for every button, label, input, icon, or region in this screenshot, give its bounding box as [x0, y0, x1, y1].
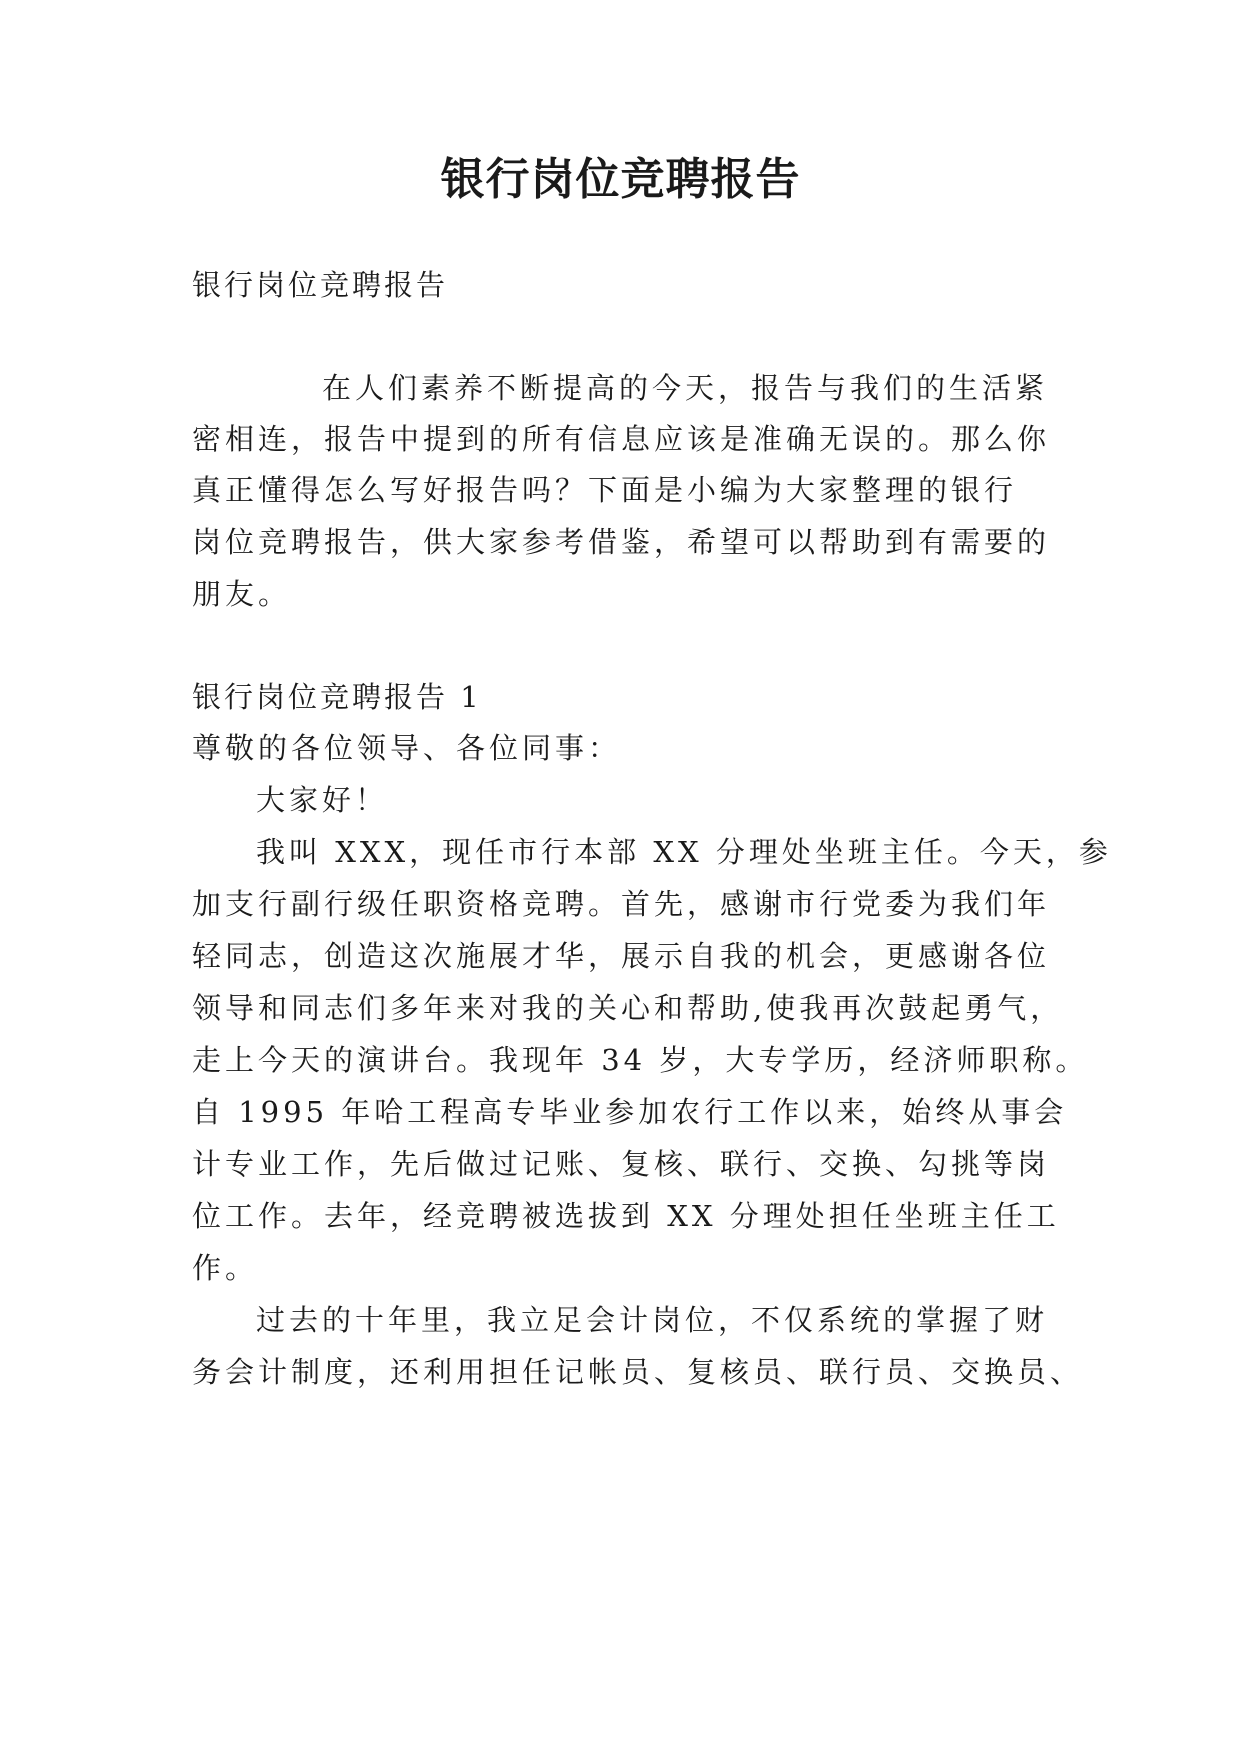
body-line: 务会计制度，还利用担任记帐员、复核员、联行员、交换员、	[192, 1355, 1084, 1389]
document-subtitle: 银行岗位竞聘报告	[192, 268, 449, 302]
document-title: 银行岗位竞聘报告	[440, 154, 801, 205]
intro-line: 密相连，报告中提到的所有信息应该是准确无误的。那么你	[192, 422, 1051, 456]
intro-line: 岗位竞聘报告，供大家参考借鉴，希望可以帮助到有需要的	[192, 525, 1051, 559]
body-line: 轻同志，创造这次施展才华，展示自我的机会，更感谢各位	[192, 939, 1051, 973]
intro-line: 在人们素养不断提高的今天，报告与我们的生活紧	[322, 371, 1049, 405]
body-line: 计专业工作，先后做过记账、复核、联行、交换、勾挑等岗	[192, 1147, 1051, 1181]
salutation: 尊敬的各位领导、各位同事：	[192, 731, 622, 765]
body-line: 位工作。去年，经竞聘被选拔到 XX 分理处担任坐班主任工	[192, 1199, 1060, 1233]
body-line: 走上今天的演讲台。我现年 34 岁，大专学历，经济师职称。	[192, 1043, 1089, 1077]
body-line: 我叫 XXX，现任市行本部 XX 分理处坐班主任。今天，参	[256, 835, 1112, 869]
intro-line: 朋友。	[192, 577, 292, 611]
greeting: 大家好！	[256, 783, 389, 817]
body-line: 作。	[192, 1251, 259, 1285]
intro-line: 真正懂得怎么写好报告吗？下面是小编为大家整理的银行	[192, 473, 1018, 507]
body-line: 加支行副行级任职资格竞聘。首先，感谢市行党委为我们年	[192, 887, 1051, 921]
body-line: 自 1995 年哈工程高专毕业参加农行工作以来，始终从事会	[192, 1095, 1068, 1129]
body-line: 领导和同志们多年来对我的关心和帮助,使我再次鼓起勇气，	[192, 991, 1064, 1025]
section-heading: 银行岗位竞聘报告 1	[192, 680, 482, 714]
body-line: 过去的十年里，我立足会计岗位，不仅系统的掌握了财	[256, 1303, 1049, 1337]
